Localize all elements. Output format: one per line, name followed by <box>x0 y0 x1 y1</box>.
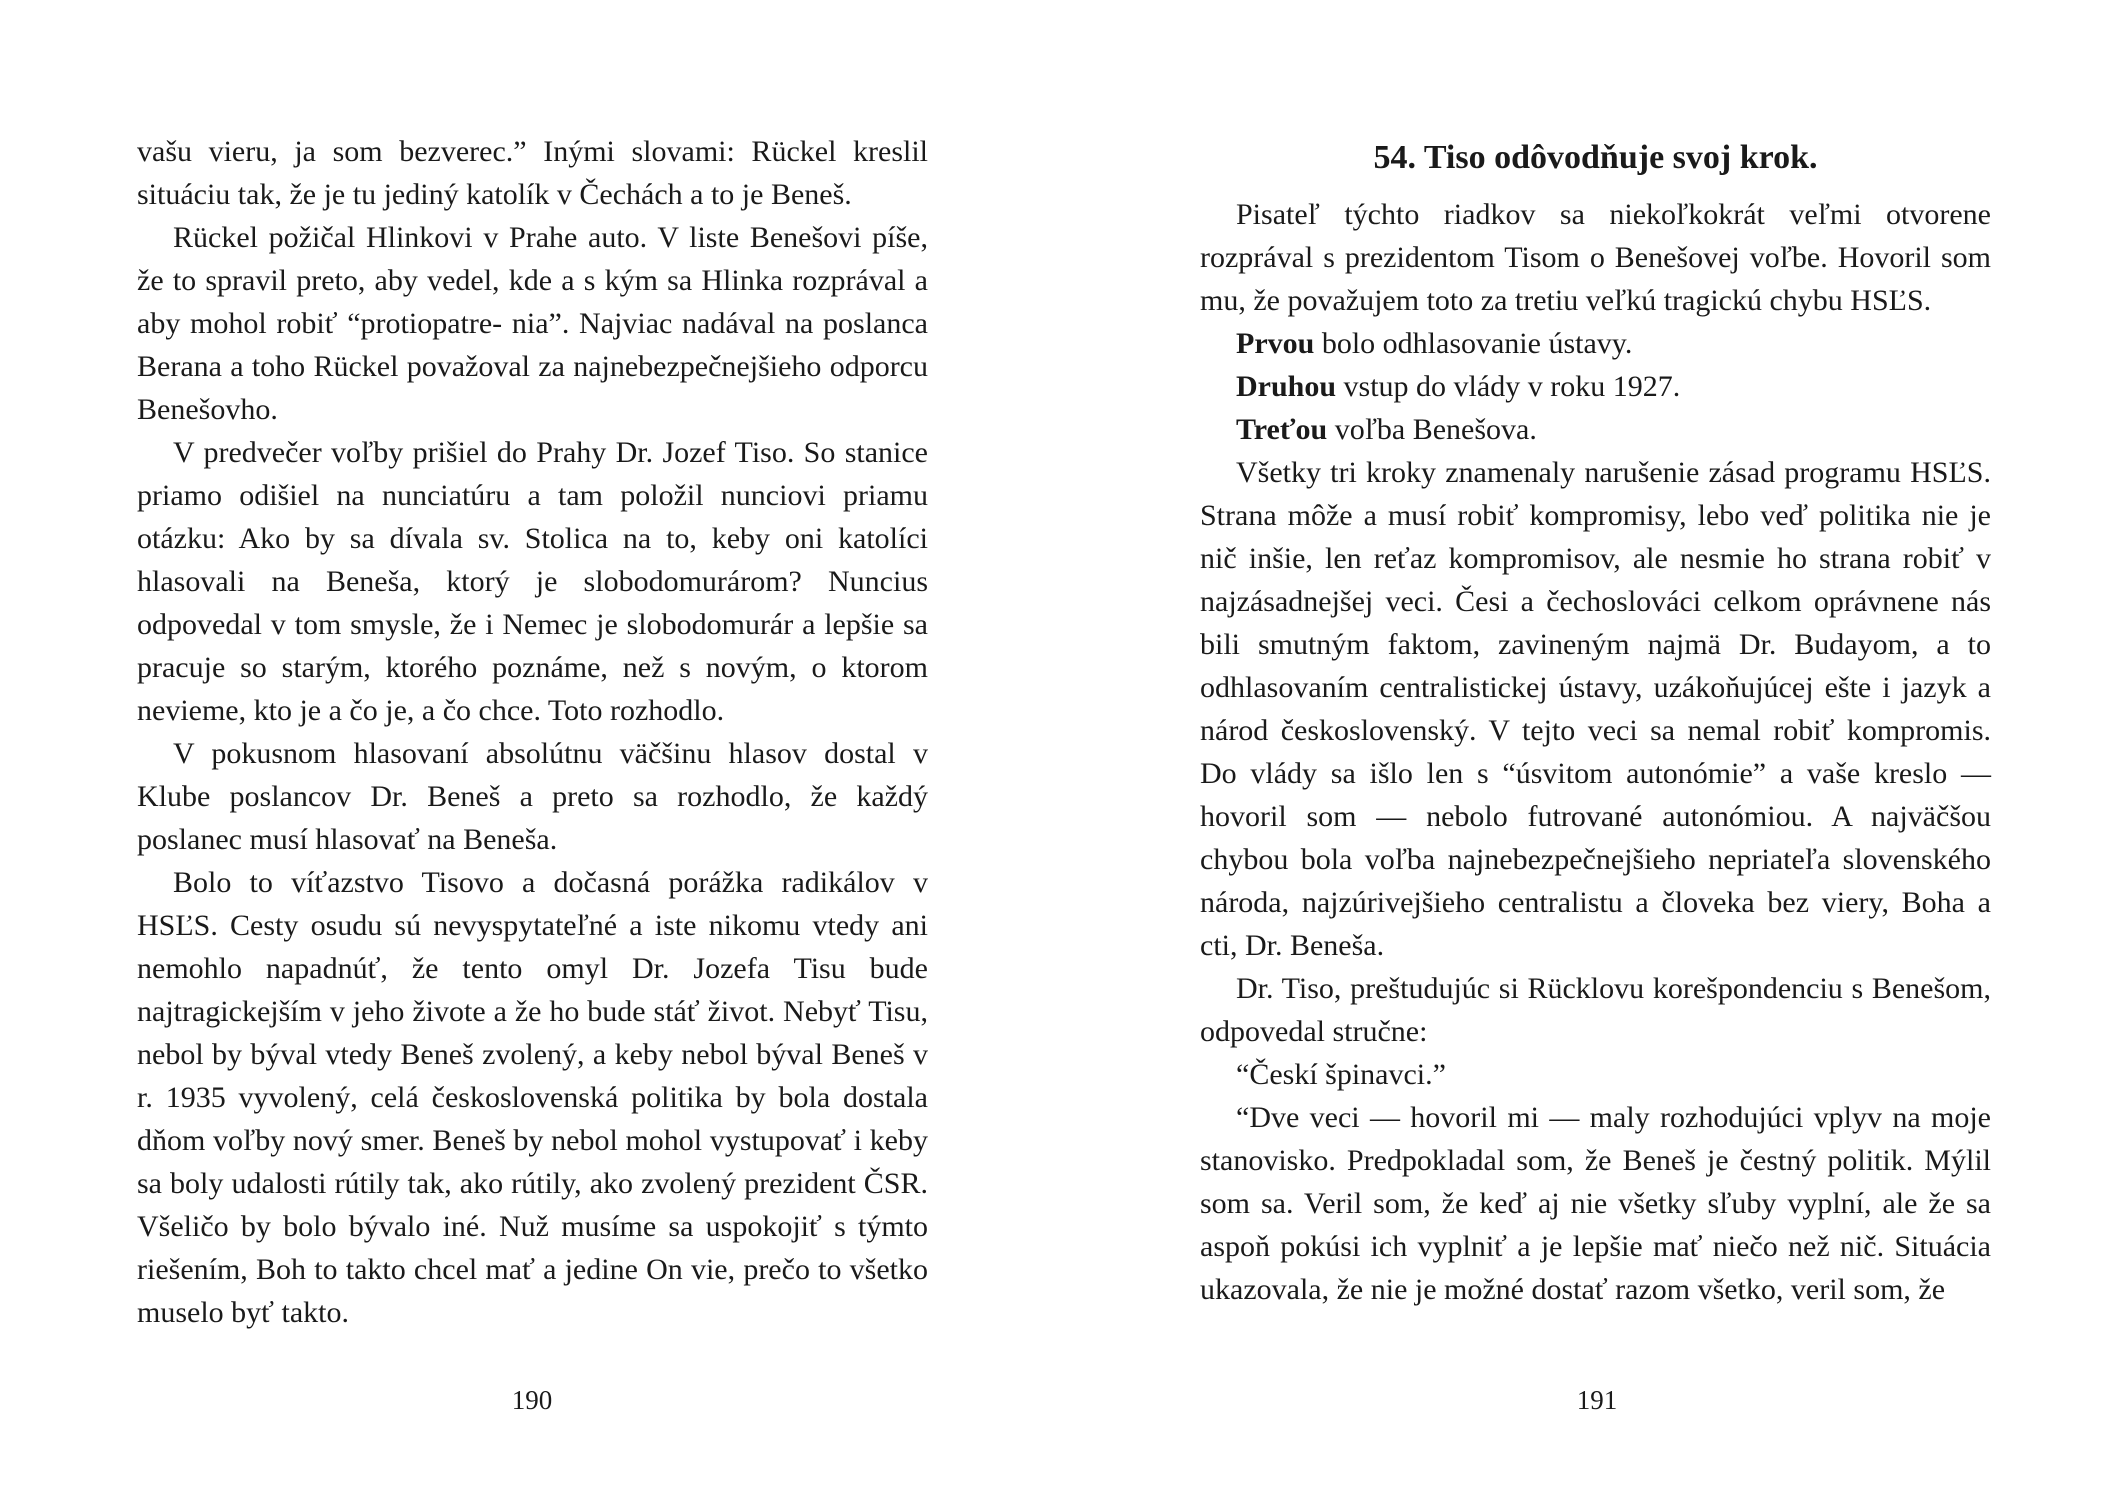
page-number: 190 <box>511 1385 553 1415</box>
list-item-label: Treťou <box>1236 413 1328 446</box>
list-item-text: voľba Benešova. <box>1327 413 1537 446</box>
list-item <box>1200 322 1991 365</box>
left-page-text <box>137 130 928 1334</box>
paragraph: Pisateľ týchto riadkov sa niekoľkokrát veľmi otvorene rozprával s prezidentom Tisom o Benešovej voľbe. Hovoril som mu, že považujem toto za tretiu veľkú tragickú chybu HSĽS. <box>1200 198 1991 317</box>
paragraph: Dr. Tiso, preštudujúc si Rücklovu korešpondenciu s Benešom, odpovedal stručne: <box>1200 972 1991 1048</box>
paragraph: Rückel požičal Hlinkovi v Prahe auto. V liste Benešovi píše, že to spravil preto, aby vedel, kde a s kým sa Hlinka rozprával a aby mohol robiť “protiopatre- nia”. Najviac nadával na poslanca Berana a toho Rückel považoval za najnebezpečnejšieho odporcu Benešovho. <box>137 221 928 426</box>
paragraph: Všetky tri kroky znamenaly narušenie zásad programu HSĽS. Strana môže a musí robiť kompromisy, lebo veď politika nie je nič inšie, len reťaz kompromisov, ale nesmie ho strana robiť v najzásadnejšej veci. Česi a čechoslováci celkom oprávnene nás bili smutným faktom, zavineným najmä Dr. Budayom, a to odhlasovaním centralistickej ústavy, uzákoňujúcej ešte i jazyk a národ československý. V tejto veci sa nemal robiť kompromis. Do vlády sa išlo len s “úsvitom autonómie” a vaše kreslo — hovoril som — nebolo futrované autonómiou. A najväčšou chybou bola voľba najnebezpečnejšieho nepriateľa slovenského národa, najzúrivejšieho centralistu a človeka bez viery, Boha a cti, Dr. Beneša. <box>1200 456 1991 962</box>
list-item <box>1200 408 1991 451</box>
chapter-title: 54. Tiso odôvodňuje svoj krok. <box>1373 139 1818 176</box>
quote-paragraph: “Českí špinavci.” <box>1236 1058 1446 1091</box>
page-number: 191 <box>1576 1385 1618 1415</box>
paragraph: Bolo to víťazstvo Tisovo a dočasná porážka radikálov v HSĽS. Cesty osudu sú nevyspytateľné a iste nikomu vtedy ani nemohlo napadnúť, že tento omyl Dr. Jozefa Tisu bude najtragickejším v jeho živote a že ho bude stáť život. Nebyť Tisu, nebol by býval vtedy Beneš zvolený, a keby nebol býval Beneš v r. 1935 vyvolený, celá československá politika by bola dostala dňom voľby nový smer. Beneš by nebol mohol vystupovať i keby sa boly udalosti rútily tak, ako rútily, ako zvolený prezident ČSR. Všeličo by bolo bývalo iné. Nuž musíme sa uspokojiť s týmto riešením, Boh to takto chcel mať a jedine On vie, prečo to všetko muselo byť takto. <box>137 866 928 1329</box>
paragraph: V predvečer voľby prišiel do Prahy Dr. Jozef Tiso. So stanice priamo odišiel na nunciatúru a tam položil nunciovi priamu otázku: Ako by sa dívala sv. Stolica na to, keby oni katolíci hlasovali na Beneša, ktorý je slobodomurárom? Nuncius odpovedal v tom smysle, že i Nemec je slobodomurár a lepšie sa pracuje so starým, ktorého poznáme, než s novým, o ktorom nevieme, kto je a čo je, a čo chce. Toto rozhodlo. <box>137 436 928 727</box>
right-page-text <box>1200 193 1991 1311</box>
list-item-label: Prvou <box>1236 327 1315 360</box>
paragraph: vašu vieru, ja som bezverec.” Inými slovami: Rückel kreslil situáciu tak, že je tu jediný katolík v Čechách a to je Beneš. <box>137 135 928 211</box>
paragraph: V pokusnom hlasovaní absolútnu väčšinu hlasov dostal v Klube poslancov Dr. Beneš a preto sa rozhodlo, že každý poslanec musí hlasovať na Beneša. <box>137 737 928 856</box>
list-item-label: Druhou <box>1236 370 1337 403</box>
paragraph: “Dve veci — hovoril mi — maly rozhodujúci vplyv na moje stanovisko. Predpokladal som, že Beneš je čestný politik. Mýlil som sa. Veril som, že keď aj nie všetky sľuby vyplní, ale že sa aspoň pokúsi ich vyplniť a je lepšie mať niečo než nič. Situácia ukazovala, že nie je možné dostať razom všetko, veril som, že <box>1200 1101 1991 1306</box>
right-page <box>1059 0 2118 1500</box>
list-item-text: vstup do vlády v roku 1927. <box>1336 370 1681 403</box>
list-item <box>1200 365 1991 408</box>
list-item-text: bolo odhlasovanie ústavy. <box>1314 327 1633 360</box>
